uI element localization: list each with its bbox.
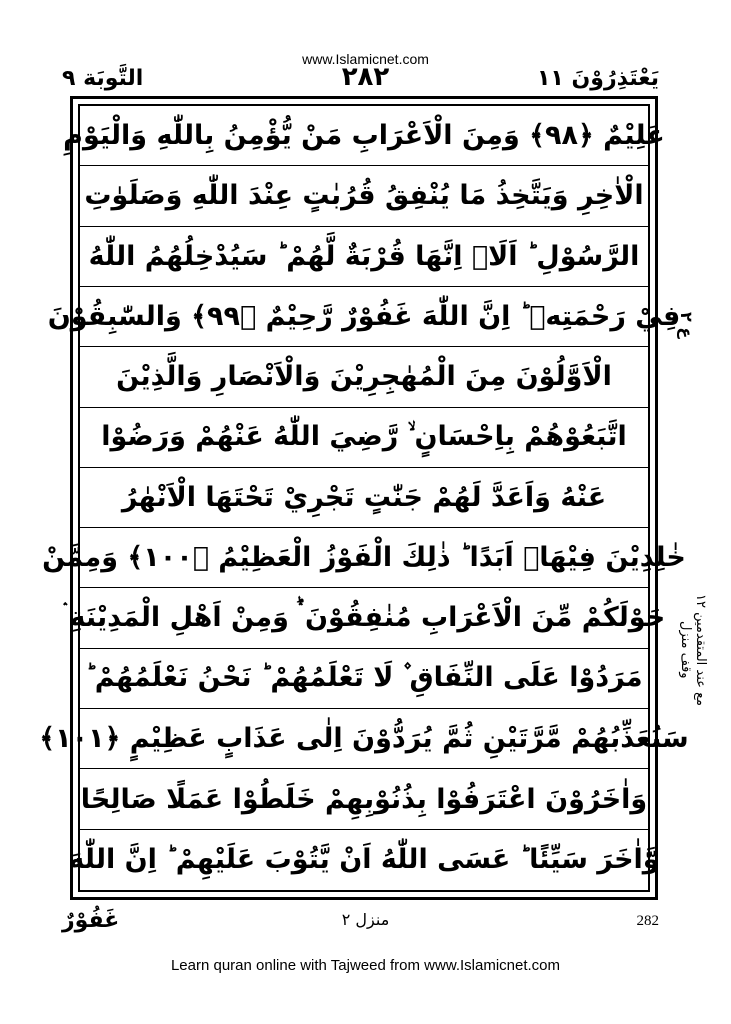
text-line: اتَّبَعُوْهُمْ بِاِحْسَانٍ ۙ رَّضِيَ اللّٰهُ عَنْهُمْ وَرَضُوْا	[80, 408, 648, 468]
text-line: الْاٰخِرِ وَيَتَّخِذُ مَا يُنْفِقُ قُرُبٰتٍ عِنْدَ اللّٰهِ وَصَلَوٰتِ	[80, 166, 648, 226]
text-line: وَاٰخَرُوْنَ اعْتَرَفُوْا بِذُنُوْبِهِمْ خَلَطُوْا عَمَلًا صَالِحًا	[80, 769, 648, 829]
text-line: مَرَدُوْا عَلَى النِّفَاقِ ۫ لَا تَعْلَمُهُمْ ؕ نَحْنُ نَعْلَمُهُمْ ؕ	[80, 649, 648, 709]
text-line: الرَّسُوْلِ ؕ اَلَاۤ اِنَّهَا قُرْبَةٌ لَّهُمْ ؕ سَيُدْخِلُهُمُ اللّٰهُ	[80, 227, 648, 287]
text-line: حَوْلَكُمْ مِّنَ الْاَعْرَابِ مُنٰفِقُوْنَ ۛؕ وَمِنْ اَهْلِ الْمَدِيْنَةِ ۛ	[80, 588, 648, 648]
juz-title: يَعْتَذِرُوْنَ ١١	[536, 66, 659, 91]
text-line: فِيْ رَحْمَتِهٖ ؕ اِنَّ اللّٰهَ غَفُوْرٌ رَّحِيْمٌ ﴿٩٩﴾ وَالسّٰبِقُوْنَ	[80, 287, 648, 347]
surah-title: التَّوبَة ٩	[62, 66, 144, 91]
ruku-margin-mark: ع ٢	[677, 311, 696, 339]
bottom-promo-text[interactable]: Learn quran online with Tajweed from www.Islamicnet.com	[170, 957, 561, 974]
text-line: وَّاٰخَرَ سَيِّئًا ؕ عَسَى اللّٰهُ اَنْ يَّتُوْبَ عَلَيْهِمْ ؕ اِنَّ اللّٰهَ	[68, 844, 660, 876]
text-line: خٰلِدِيْنَ فِيْهَاۤ اَبَدًا ؕ ذٰلِكَ الْفَوْزُ الْعَظِيْمُ ﴿١٠٠﴾ وَمِمَّنْ	[80, 528, 648, 588]
page-number-latin: 282	[636, 913, 659, 929]
margin-note: مع عند المتقدمين ١٢ وقف منزل	[678, 594, 708, 706]
manzil-label: منزل ٢	[341, 910, 390, 929]
catchword: غَفُوْرٌ	[62, 908, 120, 933]
page-number: ٢٨٢	[341, 62, 390, 92]
text-line: سَنُعَذِّبُهُمْ مَّرَّتَيْنِ ثُمَّ يُرَدُّوْنَ اِلٰى عَذَابٍ عَظِيْمٍ ﴿١٠١﴾	[80, 709, 648, 769]
text-line: عَلِيْمٌ ﴿٩٨﴾ وَمِنَ الْاَعْرَابِ مَنْ يُّؤْمِنُ بِاللّٰهِ وَالْيَوْمِ	[80, 106, 648, 166]
top-url[interactable]: www.Islamicnet.com	[302, 51, 429, 67]
text-line: الْاَوَّلُوْنَ مِنَ الْمُهٰجِرِيْنَ وَالْاَنْصَارِ وَالَّذِيْنَ	[80, 347, 648, 407]
text-line: عَنْهُ وَاَعَدَّ لَهُمْ جَنّٰتٍ تَجْرِيْ تَحْتَهَا الْاَنْهٰرُ	[80, 468, 648, 528]
